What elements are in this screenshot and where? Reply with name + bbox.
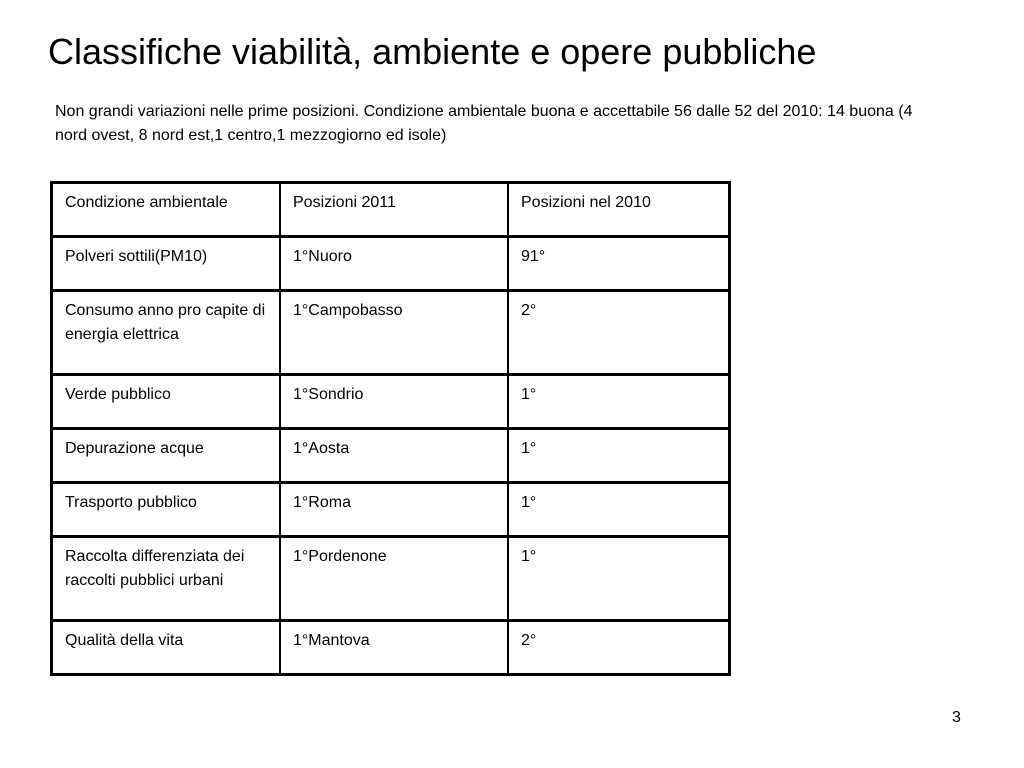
table-cell: Qualità della vita <box>52 621 281 675</box>
page-number: 3 <box>952 709 961 726</box>
table-cell: 2° <box>508 291 730 375</box>
table-row <box>52 375 730 429</box>
table-cell: Trasporto pubblico <box>52 483 281 537</box>
table-row <box>52 621 730 675</box>
rankings-table <box>50 181 731 676</box>
table-cell: 2° <box>508 621 730 675</box>
table-cell: 1° <box>508 537 730 621</box>
slide-title: Classifiche viabilità, ambiente e opere pubbliche <box>48 31 817 72</box>
table-cell: 1°Pordenone <box>280 537 508 621</box>
table-cell: Raccolta differenziata dei raccolti pubblici urbani <box>52 537 281 621</box>
table-cell: 1°Campobasso <box>280 291 508 375</box>
header-cell-positions-2011: Posizioni 2011 <box>280 183 508 237</box>
table-row <box>52 291 730 375</box>
table-cell: Polveri sottili(PM10) <box>52 237 281 291</box>
table-cell: 1°Mantova <box>280 621 508 675</box>
table-cell: 91° <box>508 237 730 291</box>
table-cell: 1°Nuoro <box>280 237 508 291</box>
table-cell: 1° <box>508 429 730 483</box>
header-cell-positions-2010: Posizioni nel 2010 <box>508 183 730 237</box>
table-cell: 1° <box>508 483 730 537</box>
table-cell: 1° <box>508 375 730 429</box>
table-row <box>52 429 730 483</box>
table-row <box>52 483 730 537</box>
table-cell: Consumo anno pro capite di energia elettrica <box>52 291 281 375</box>
table-cell: 1°Roma <box>280 483 508 537</box>
table-cell: Verde pubblico <box>52 375 281 429</box>
table-cell: Depurazione acque <box>52 429 281 483</box>
table-cell: 1°Sondrio <box>280 375 508 429</box>
intro-paragraph: Non grandi variazioni nelle prime posizioni. Condizione ambientale buona e accettabile 56 dalle 52 del 2010: 14 buona (4 nord ovest, 8 nord est,1 centro,1 mezzogiorno ed isole) <box>55 103 913 144</box>
header-cell-condition: Condizione ambientale <box>52 183 281 237</box>
table-header-row <box>52 183 730 237</box>
table-row <box>52 537 730 621</box>
table-cell: 1°Aosta <box>280 429 508 483</box>
table-row <box>52 237 730 291</box>
